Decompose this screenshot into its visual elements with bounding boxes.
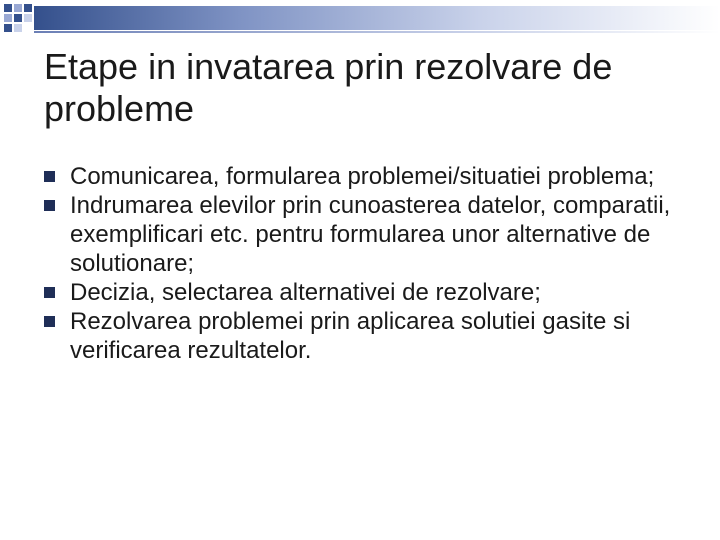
square-bullet-icon <box>44 171 55 182</box>
bullet-text: Comunicarea, formularea problemei/situatiei problema; <box>70 163 655 190</box>
top-band-divider <box>34 31 720 33</box>
bullet-item <box>44 307 684 365</box>
square-bullet-icon <box>44 287 55 298</box>
checker-square <box>4 24 12 32</box>
bullet-text: Decizia, selectarea alternativei de rezolvare; <box>70 279 541 306</box>
checker-square <box>14 24 22 32</box>
checker-square <box>24 4 32 12</box>
checker-square <box>4 14 12 22</box>
top-gradient-band <box>34 6 720 30</box>
bullet-list <box>44 162 684 365</box>
checker-square <box>4 4 12 12</box>
bullet-item <box>44 278 684 307</box>
checker-square <box>14 4 22 12</box>
square-bullet-icon <box>44 316 55 327</box>
bullet-text: Rezolvarea problemei prin aplicarea solutiei gasite si verificarea rezultatelor. <box>70 308 631 364</box>
bullet-text: Indrumarea elevilor prin cunoasterea datelor, comparatii, exemplificari etc. pentru formularea unor alternative de solutionare; <box>70 192 671 277</box>
checker-square <box>24 14 32 22</box>
bullet-item <box>44 191 684 278</box>
slide-title: Etape in invatarea prin rezolvare de probleme <box>44 46 613 129</box>
checker-square <box>14 14 22 22</box>
bullet-item <box>44 162 684 191</box>
square-bullet-icon <box>44 200 55 211</box>
